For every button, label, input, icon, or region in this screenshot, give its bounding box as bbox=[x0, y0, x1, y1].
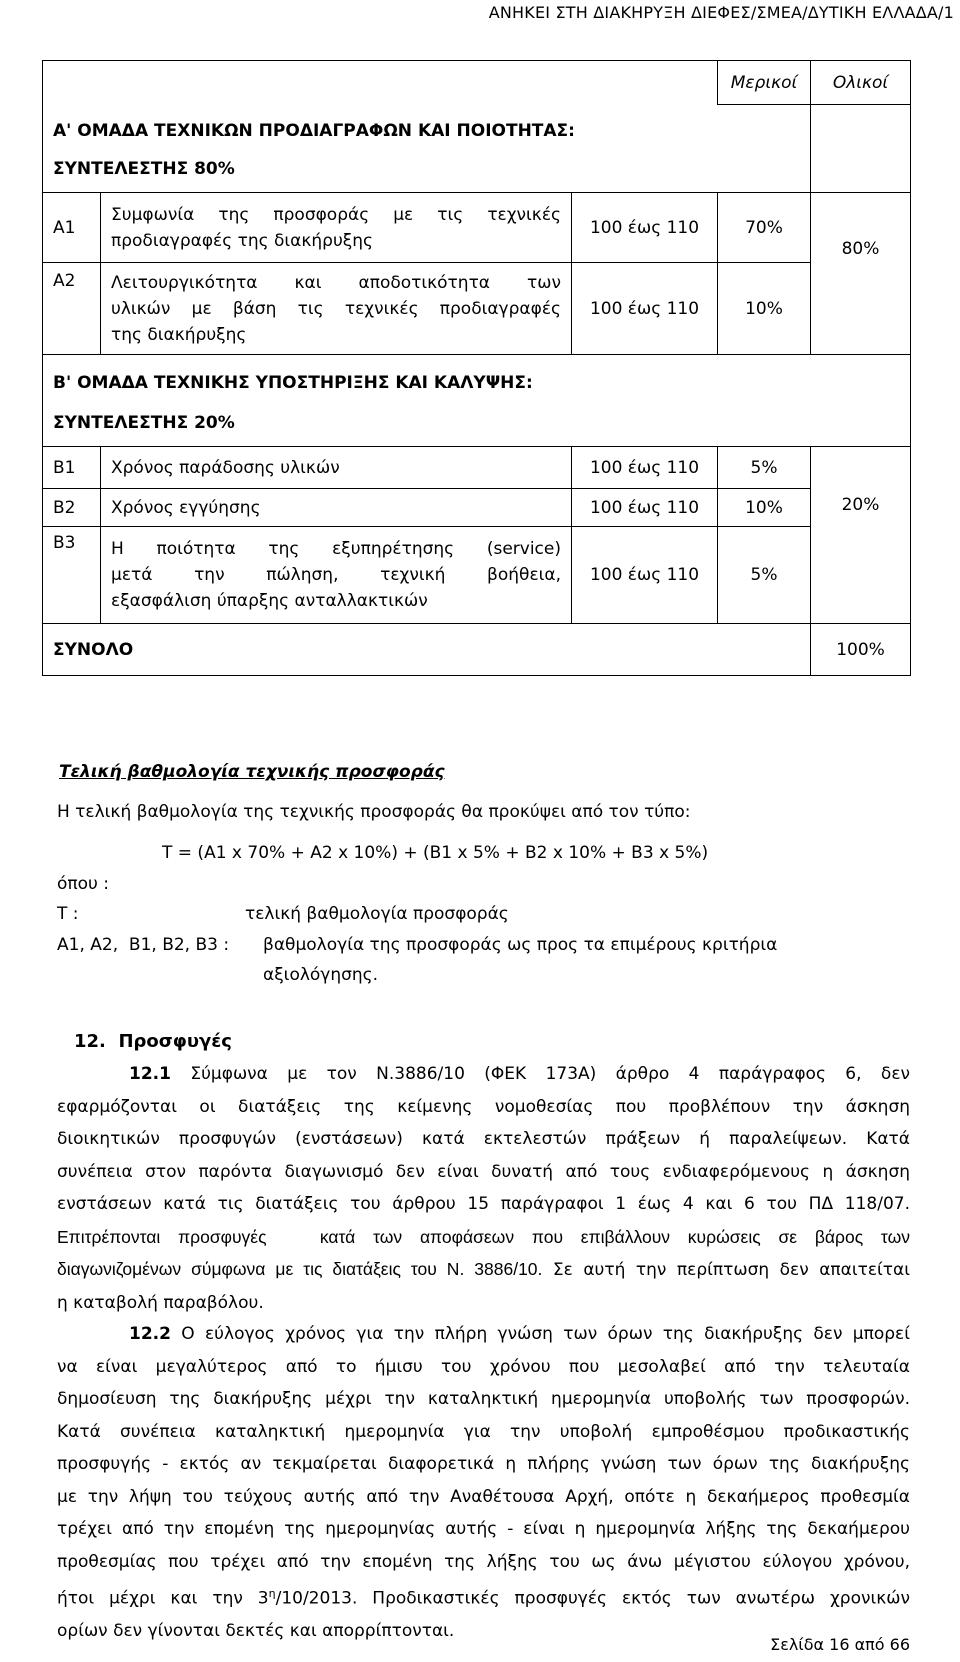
criterion-range: 100 έως 110 bbox=[572, 489, 718, 527]
scoring-title: Τελική βαθμολογία τεχνικής προσφοράς bbox=[59, 762, 445, 782]
group-a-factor: ΣΥΝΤΕΛΕΣΤΗΣ 80% bbox=[43, 151, 811, 193]
criterion-weight: 70% bbox=[718, 193, 811, 263]
criterion-weight: 5% bbox=[718, 447, 811, 489]
scoring-where: όπου : bbox=[57, 874, 110, 894]
criterion-weight: 5% bbox=[718, 527, 811, 624]
page-header: ΑΝΗΚΕΙ ΣΤΗ ΔΙΑΚΗΡΥΞΗ ΔΙΕΦΕΣ/ΣΜΕΑ/ΔΥΤΙΚΗ ΕΛΛΑΔΑ/1 bbox=[488, 3, 954, 22]
criterion-code: Α2 bbox=[43, 263, 101, 355]
total-header: Ολικοί bbox=[811, 61, 911, 105]
section-12-heading: 12. Προσφυγές bbox=[74, 1031, 232, 1052]
scoring-formula: Τ = (Α1 x 70% + Α2 x 10%) + (Β1 x 5% + Β2 x 10% + Β3 x 5%) bbox=[162, 843, 709, 863]
scoring-intro: Η τελική βαθμολογία της τεχνικής προσφοράς θα προκύψει από τον τύπο: bbox=[57, 802, 691, 822]
criteria-table bbox=[42, 60, 911, 676]
criterion-description: Χρόνος παράδοσης υλικών bbox=[101, 447, 572, 489]
criterion-range: 100 έως 110 bbox=[572, 527, 718, 624]
criterion-description: Λειτουργικότητα και αποδοτικότητα των υλικών με βάση τις τεχνικές προδιαγραφές της διακήρυξης bbox=[101, 263, 572, 355]
criteria-label: Α1, Α2, Β1, Β2, Β3 : bbox=[57, 935, 230, 955]
t-label: Τ : bbox=[57, 904, 79, 924]
group-b-total: 20% bbox=[811, 447, 911, 624]
sum-label: ΣΥΝΟΛΟ bbox=[43, 624, 811, 676]
group-b-factor: ΣΥΝΤΕΛΕΣΤΗΣ 20% bbox=[43, 405, 911, 447]
criterion-code: Α1 bbox=[43, 193, 101, 263]
criterion-code: Β3 bbox=[43, 527, 101, 624]
criterion-range: 100 έως 110 bbox=[572, 263, 718, 355]
criterion-range: 100 έως 110 bbox=[572, 193, 718, 263]
group-a-title: Α' ΟΜΑΔΑ ΤΕΧΝΙΚΩΝ ΠΡΟΔΙΑΓΡΑΦΩΝ ΚΑΙ ΠΟΙΟΤΗΤΑΣ: bbox=[43, 105, 811, 151]
partial-header: Μερικοί bbox=[718, 61, 811, 105]
criterion-weight: 10% bbox=[718, 489, 811, 527]
paragraph-12-1: 12.1 Σύμφωνα με τον Ν.3886/10 (ΦΕΚ 173Α) άρθρο 4 παράγραφος 6, δεν εφαρμόζονται οι διατάξεις της κείμενης νομοθεσίας που προβλέπουν την άσκηση διοικητικών προσφυγών (ενστάσεων) κατά εκτελεστών πράξεων ή παραλείψεων. Κατά συνέπεια στον παρόντα διαγωνισμό δεν είναι δυνατή από τους ενδιαφερόμενους η άσκηση ενστάσεων κατά τις διατάξεις του άρθρου 15 παράγραφοι 1 έως 4 και 6 του ΠΔ 118/07. Επιτρέπονται προσφυγές κατά των αποφάσεων που επιβάλλουν κυρώσεις σε βάρος των διαγωνιζομένων σύμφωνα με τις διατάξεις του Ν. 3886/10. Σε αυτή την περίπτωση δεν απαιτείται η καταβολή παραβόλου. bbox=[57, 1064, 910, 1313]
t-description: τελική βαθμολογία προσφοράς bbox=[245, 904, 509, 924]
group-a-total: 80% bbox=[811, 193, 911, 355]
page-footer: Σελίδα 16 από 66 bbox=[770, 1635, 910, 1654]
criteria-description: βαθμολογία της προσφοράς ως προς τα επιμέρους κριτήρια bbox=[263, 935, 778, 955]
criterion-description: Η ποιότητα της εξυπηρέτησης (service) μετά την πώληση, τεχνική βοήθεια, εξασφάλιση ύπαρξης ανταλλακτικών bbox=[101, 527, 572, 624]
criterion-range: 100 έως 110 bbox=[572, 447, 718, 489]
criteria-description-cont: αξιολόγησης. bbox=[263, 965, 379, 985]
criterion-description: Χρόνος εγγύησης bbox=[101, 489, 572, 527]
paragraph-12-2: 12.2 Ο εύλογος χρόνος για την πλήρη γνώση των όρων της διακήρυξης δεν μπορεί να είναι μεγαλύτερος από το ήμισυ του χρόνου που μεσολαβεί από την τελευταία δημοσίευση της διακήρυξης μέχρι την καταληκτική ημερομηνία υποβολής των προσφορών. Κατά συνέπεια καταληκτική ημερομηνία για την υποβολή εμπροθέσμου προδικαστικής προσφυγής - εκτός αν τεκμαίρεται διαφορετικά η πλήρης γνώση των όρων της διακήρυξης με την λήψη του τεύχους αυτής από την Αναθέτουσα Αρχή, οπότε η δεκαήμερος προθεσμία τρέχει από την επομένη της ημερομηνίας αυτής - είναι η ημερομηνία λήξης της δεκαήμερου προθεσμίας που τρέχει από την επομένη της λήξης του ως άνω μέγιστου εύλογου χρόνου, ήτοι μέχρι και την $3^\eta/10/2013$. Προδικαστικές προσφυγές εκτός των ανωτέρω χρονικών ορίων δεν γίνονται δεκτές και απορρίπτονται. bbox=[57, 1324, 910, 1642]
criterion-code: Β2 bbox=[43, 489, 101, 527]
criterion-description: Συμφωνία της προσφοράς με τις τεχνικές προδιαγραφές της διακήρυξης bbox=[101, 193, 572, 263]
criterion-code: Β1 bbox=[43, 447, 101, 489]
group-b-title: Β' ΟΜΑΔΑ ΤΕΧΝΙΚΗΣ ΥΠΟΣΤΗΡΙΞΗΣ ΚΑΙ ΚΑΛΥΨΗΣ: bbox=[43, 355, 911, 405]
criterion-weight: 10% bbox=[718, 263, 811, 355]
sum-value: 100% bbox=[811, 624, 911, 676]
